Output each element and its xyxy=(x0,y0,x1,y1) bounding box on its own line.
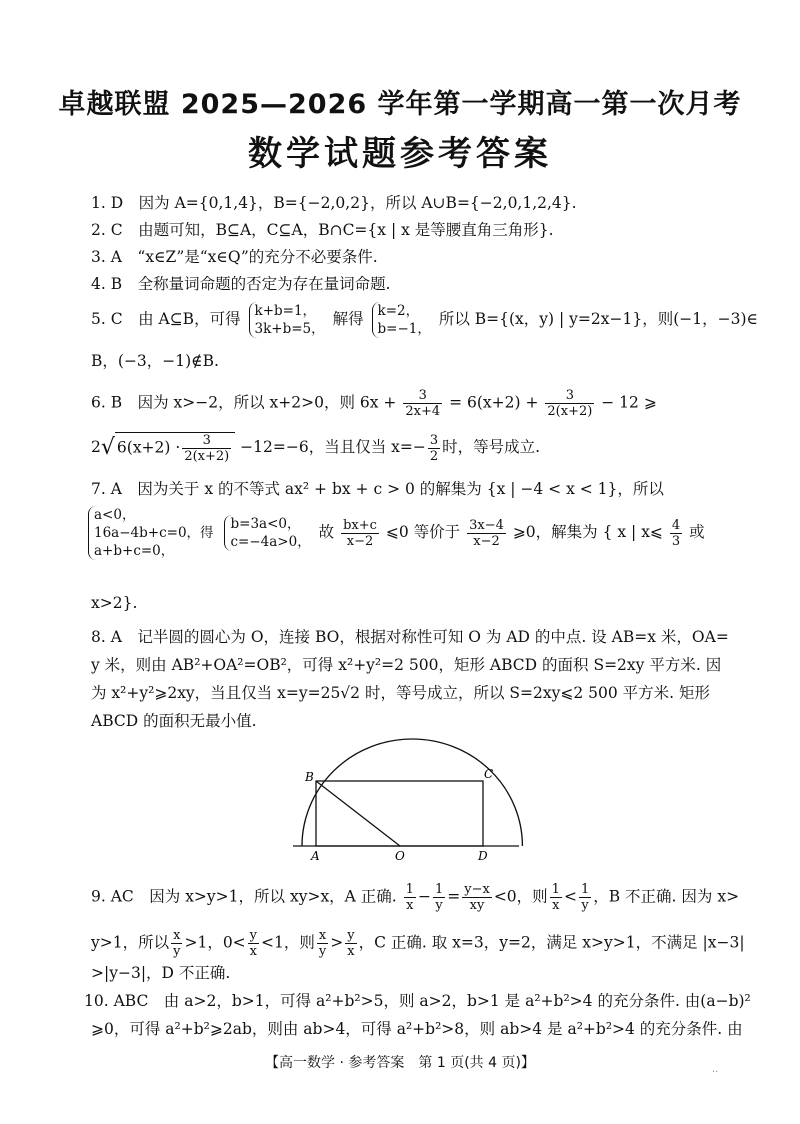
point-label-b: B xyxy=(305,770,314,784)
numerator: 1 xyxy=(551,882,560,897)
fraction xyxy=(550,882,562,913)
equation-line: b=−1， xyxy=(377,321,431,337)
text-run: <0，则 xyxy=(493,887,548,906)
equation-line: k=2， xyxy=(377,303,420,319)
fraction xyxy=(579,882,591,913)
denominator: x xyxy=(347,944,355,959)
answer-4: 4. B 全称量词命题的否定为存在量词命题. xyxy=(91,275,391,293)
numerator: y xyxy=(249,928,258,943)
numerator: 4 xyxy=(671,517,681,533)
answer-5-line2: B，(−3，−1)∉B. xyxy=(91,352,219,370)
text-run: ，B 不正确. 因为 x> xyxy=(593,887,740,906)
answer-7-line3: x>2}. xyxy=(91,594,138,612)
semicircle-arc xyxy=(302,739,522,846)
denominator: y xyxy=(435,898,443,913)
answer-8-line2: y 米，则由 AB²+OA²=OB²，可得 x²+y²=2 500，矩形 ABCD 的面积 S=2xy 平方米. 因 xyxy=(91,656,722,674)
equation-line: c=−4a>0， xyxy=(230,534,311,550)
denominator: x xyxy=(406,898,414,913)
equation-line: a<0， xyxy=(94,507,136,523)
equation-line: 16a−4b+c=0，得 xyxy=(94,525,214,541)
radical-sign: √ xyxy=(100,435,115,460)
denominator: y xyxy=(581,898,589,913)
equation-line: 3k+b=5， xyxy=(254,321,325,337)
numerator: y−x xyxy=(464,882,490,897)
text-run: >1，0< xyxy=(184,933,246,952)
numerator: 3 xyxy=(545,388,594,404)
denominator: 2(x+2) xyxy=(547,404,593,419)
answer-9-line2 xyxy=(91,928,745,959)
rectangle-abcd xyxy=(316,781,483,846)
text-run: 或 xyxy=(689,523,705,541)
numerator: 3 xyxy=(429,432,439,448)
fraction xyxy=(433,882,445,913)
answer-9-line3: >|y−3|，D 不正确. xyxy=(91,964,231,982)
fraction xyxy=(462,882,492,913)
equation-line: a+b+c=0， xyxy=(94,543,175,559)
text-run: 6. B 因为 x>−2，所以 x+2>0，则 6x + xyxy=(91,393,397,412)
text-run: 时，等号成立. xyxy=(442,438,541,456)
text-run: − xyxy=(417,887,431,906)
answer-8-line4: ABCD 的面积无最小值. xyxy=(91,712,257,730)
fraction xyxy=(404,882,416,913)
text-run: = xyxy=(447,887,461,906)
numerator: x xyxy=(171,928,182,944)
point-label-d: D xyxy=(478,849,488,863)
point-label-o: O xyxy=(395,849,405,863)
text-run: < xyxy=(563,887,577,906)
text-run: 2 xyxy=(91,438,101,456)
text-run: 9. AC 因为 x>y>1，所以 xy>x，A 正确. xyxy=(91,887,397,906)
text-run: <1，则 xyxy=(261,933,315,952)
denominator: 3 xyxy=(671,533,681,549)
denominator: xy xyxy=(469,898,485,913)
page-footer: 【高一数学 · 参考答案 第 1 页(共 4 页)】 xyxy=(265,1055,535,1071)
answer-5-suffix: 所以 B={(x，y) | y=2x−1}，则(−1，−3)∈ xyxy=(438,310,758,328)
text-run: 6(x+2) · xyxy=(116,438,181,457)
denominator: x−2 xyxy=(346,533,374,549)
point-label-c: C xyxy=(484,767,494,781)
text-run: y>1，所以 xyxy=(91,933,170,952)
segment-bo xyxy=(316,781,400,846)
text-run: ⩾0，解集为 { x | x⩽ xyxy=(512,523,663,541)
equation-line: k+b=1， xyxy=(254,303,317,319)
numerator: 1 xyxy=(580,882,590,897)
answer-1: 1. D 因为 A={0,1,4}，B={−2,0,2}，所以 A∪B={−2,0,1,2,4}. xyxy=(91,194,577,212)
equation-line: b=3a<0， xyxy=(230,516,301,532)
text-run: > xyxy=(330,933,344,952)
denominator: 2(x+2) xyxy=(184,449,230,464)
answer-2: 2. C 由题可知，B⊆A，C⊆A，B∩C={x | x 是等腰直角三角形}. xyxy=(91,221,554,239)
denominator: x xyxy=(552,898,560,913)
answer-8-line3: 为 x²+y²⩾2xy，当且仅当 x=y=25√2 时，等号成立，所以 S=2xy⩽2 500 平方米. 矩形 xyxy=(91,684,711,702)
denominator: x xyxy=(249,944,258,959)
answer-10: 10. ABC 由 a>2，b>1，可得 a²+b²>5，则 a>2，b>1 是 a²+b²>4 的充分条件. 由(a−b)² xyxy=(84,992,751,1010)
fraction xyxy=(248,928,259,959)
denominator: x−2 xyxy=(473,533,500,549)
denominator: 2x+4 xyxy=(405,404,441,419)
answer-5-mid: 解得 xyxy=(332,310,364,328)
fraction xyxy=(345,928,356,959)
text-run: −12=−6，当且仅当 x=− xyxy=(240,438,426,456)
text-run: = 6(x+2) + xyxy=(449,393,539,412)
numerator: 3 xyxy=(182,433,231,449)
text-run: ，C 正确. 取 x=3，y=2，满足 x>y>1，不满足 |x−3| xyxy=(358,933,745,952)
numerator: x xyxy=(317,928,328,944)
numerator: 3x−4 xyxy=(469,517,504,533)
answer-10-line2: ⩾0，可得 a²+b²⩾2ab，则由 ab>4，可得 a²+b²>8，则 ab>4 是 a²+b²>4 的充分条件. 由 xyxy=(91,1020,743,1038)
numerator: 1 xyxy=(434,882,444,897)
numerator: 1 xyxy=(405,882,414,897)
exam-title: 卓越联盟 2025—2026 学年第一学期高一第一次月考 xyxy=(58,89,742,120)
denominator: y xyxy=(173,944,181,959)
answer-8: 8. A 记半圆的圆心为 O，连接 BO，根据对称性可知 O 为 AD 的中点. 设 AB=x 米，OA= xyxy=(91,628,729,646)
text-run: 故 xyxy=(318,523,335,541)
point-label-a: A xyxy=(311,849,320,863)
answer-5-prefix: 5. C 由 A⊆B，可得 xyxy=(91,310,241,328)
fraction xyxy=(171,928,182,959)
denominator: 2 xyxy=(429,448,439,464)
document-title: 数学试题参考答案 xyxy=(248,134,552,174)
text-run: ⩽0 等价于 xyxy=(385,523,461,541)
answer-7: 7. A 因为关于 x 的不等式 ax² + bx + c > 0 的解集为 {x | −4 < x < 1}，所以 xyxy=(91,480,664,498)
numerator: bx+c xyxy=(343,517,377,533)
numerator: y xyxy=(347,928,355,943)
numerator: 3 xyxy=(403,388,442,404)
text-run: − 12 ⩾ xyxy=(601,393,657,412)
denominator: y xyxy=(318,944,327,959)
fraction xyxy=(317,928,328,959)
answer-3: 3. A “x∈Z”是“x∈Q”的充分不必要条件. xyxy=(91,248,378,266)
answer-9 xyxy=(91,882,740,913)
corner-marker: .. xyxy=(712,1064,719,1075)
